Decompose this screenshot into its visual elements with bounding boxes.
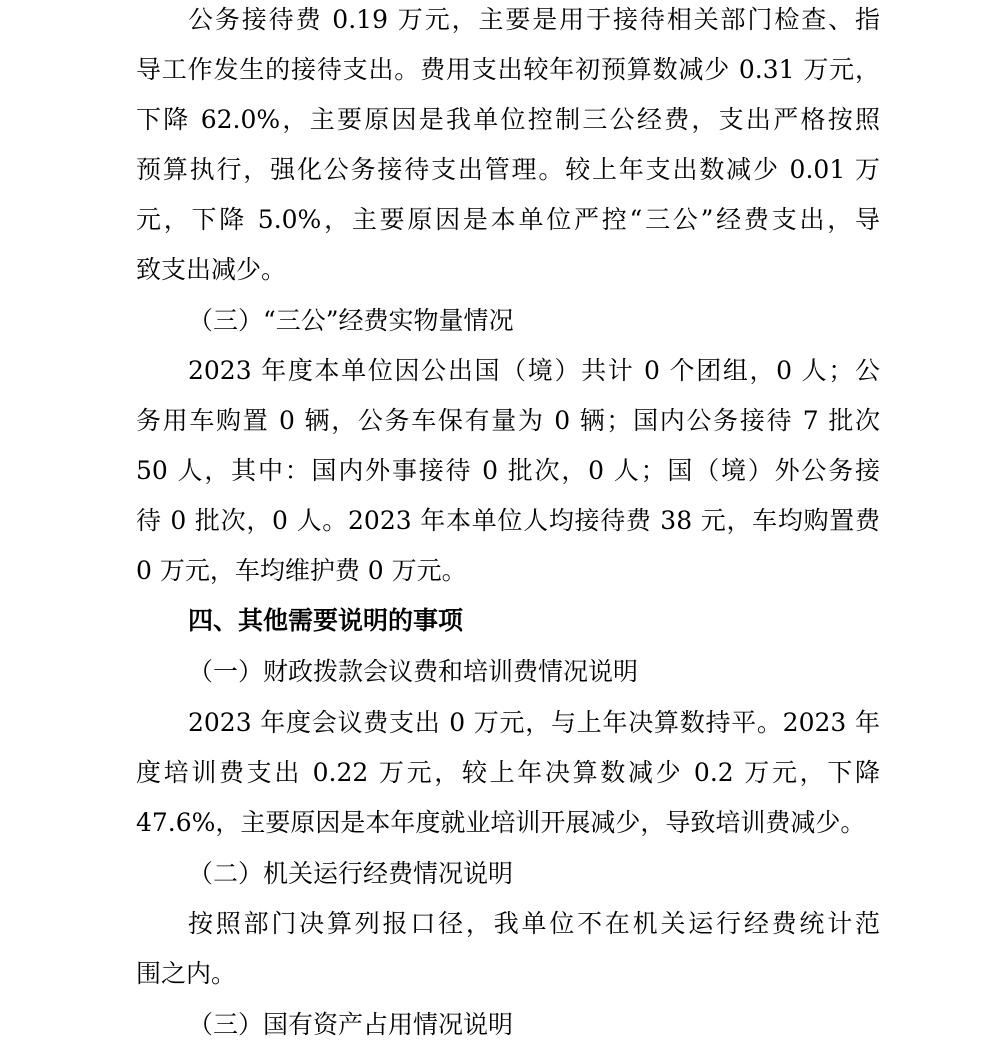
text-line: 公务接待费 0.19 万元，主要是用于接待相关部门检查、指 xyxy=(188,5,880,34)
text-line: 50 人，其中：国内外事接待 0 批次，0 人；国（境）外公务接 xyxy=(136,456,880,485)
text-line: 0 万元，车均维护费 0 万元。 xyxy=(136,556,467,585)
section-heading: （二）机关运行经费情况说明 xyxy=(188,859,514,888)
text-line: 按照部门决算列报口径，我单位不在机关运行经费统计范 xyxy=(188,909,880,938)
text-line: 下降 62.0%，主要原因是我单位控制三公经费，支出严格按照 xyxy=(136,105,880,134)
text-line: 预算执行，强化公务接待支出管理。较上年支出数减少 0.01 万 xyxy=(136,155,880,184)
section-heading: （三）“三公”经费实物量情况 xyxy=(188,306,514,335)
section-heading: （三）国有资产占用情况说明 xyxy=(188,1010,514,1039)
text-line: 2023 年度会议费支出 0 万元，与上年决算数持平。2023 年 xyxy=(188,708,880,737)
chapter-heading: 四、其他需要说明的事项 xyxy=(188,606,464,635)
text-line: 2023 年度本单位因公出国（境）共计 0 个团组，0 人；公 xyxy=(188,356,880,385)
text-line: 导工作发生的接待支出。费用支出较年初预算数减少 0.31 万元， xyxy=(136,55,880,84)
text-line: 务用车购置 0 辆，公务车保有量为 0 辆；国内公务接待 7 批次 xyxy=(136,406,880,435)
text-line: 待 0 批次，0 人。2023 年本单位人均接待费 38 元，车均购置费 xyxy=(136,506,880,535)
text-line: 度培训费支出 0.22 万元，较上年决算数减少 0.2 万元，下降 xyxy=(136,758,880,787)
text-line: 元，下降 5.0%，主要原因是本单位严控“三公”经费支出，导 xyxy=(136,205,880,234)
section-heading: （一）财政拨款会议费和培训费情况说明 xyxy=(188,657,639,686)
text-line: 致支出减少。 xyxy=(136,255,287,284)
text-line: 47.6%，主要原因是本年度就业培训开展减少，导致培训费减少。 xyxy=(136,808,866,837)
text-line: 围之内。 xyxy=(136,959,237,988)
